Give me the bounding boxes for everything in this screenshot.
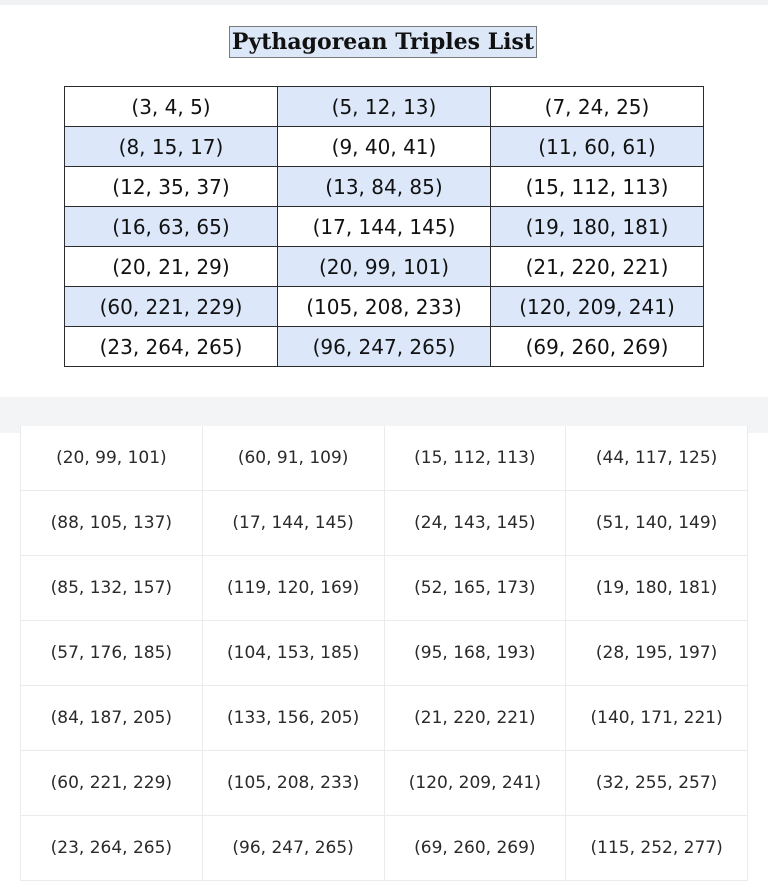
table-cell: (9, 40, 41) xyxy=(278,127,491,167)
table-cell: (119, 120, 169) xyxy=(202,556,384,621)
table-cell: (23, 264, 265) xyxy=(21,816,203,881)
table-cell: (20, 99, 101) xyxy=(21,426,203,491)
table-cell: (95, 168, 193) xyxy=(384,621,566,686)
table-cell: (69, 260, 269) xyxy=(384,816,566,881)
table-cell: (60, 221, 229) xyxy=(21,751,203,816)
top-divider xyxy=(0,0,768,5)
page-title: Pythagorean Triples List xyxy=(229,26,537,58)
table-cell: (17, 144, 145) xyxy=(202,491,384,556)
table-cell: (105, 208, 233) xyxy=(202,751,384,816)
table-cell: (12, 35, 37) xyxy=(65,167,278,207)
table-cell: (21, 220, 221) xyxy=(384,686,566,751)
table-cell: (11, 60, 61) xyxy=(491,127,704,167)
table-cell: (23, 264, 265) xyxy=(65,327,278,367)
table-row xyxy=(65,87,704,127)
table-cell: (7, 24, 25) xyxy=(491,87,704,127)
table-cell: (20, 99, 101) xyxy=(278,247,491,287)
triples-table-primary xyxy=(64,86,704,367)
table-row xyxy=(21,621,748,686)
table-cell: (17, 144, 145) xyxy=(278,207,491,247)
table-cell: (44, 117, 125) xyxy=(566,426,748,491)
table-row xyxy=(65,327,704,367)
table-cell: (140, 171, 221) xyxy=(566,686,748,751)
table-cell: (28, 195, 197) xyxy=(566,621,748,686)
table-cell: (24, 143, 145) xyxy=(384,491,566,556)
table-cell: (15, 112, 113) xyxy=(384,426,566,491)
table-cell: (32, 255, 257) xyxy=(566,751,748,816)
table-cell: (84, 187, 205) xyxy=(21,686,203,751)
table-cell: (69, 260, 269) xyxy=(491,327,704,367)
table-cell: (60, 221, 229) xyxy=(65,287,278,327)
table-cell: (57, 176, 185) xyxy=(21,621,203,686)
table-cell: (20, 21, 29) xyxy=(65,247,278,287)
table-cell: (120, 209, 241) xyxy=(384,751,566,816)
table-row xyxy=(21,556,748,621)
table-cell: (21, 220, 221) xyxy=(491,247,704,287)
table-cell: (19, 180, 181) xyxy=(491,207,704,247)
table-cell: (133, 156, 205) xyxy=(202,686,384,751)
table-cell: (52, 165, 173) xyxy=(384,556,566,621)
table-cell: (104, 153, 185) xyxy=(202,621,384,686)
table-row xyxy=(21,426,748,491)
table-cell: (96, 247, 265) xyxy=(278,327,491,367)
triples-table-secondary xyxy=(20,426,748,881)
table-row xyxy=(65,247,704,287)
table-cell: (105, 208, 233) xyxy=(278,287,491,327)
table-cell: (115, 252, 277) xyxy=(566,816,748,881)
table-cell: (13, 84, 85) xyxy=(278,167,491,207)
table-row xyxy=(65,167,704,207)
table-cell: (19, 180, 181) xyxy=(566,556,748,621)
table-cell: (5, 12, 13) xyxy=(278,87,491,127)
table-cell: (16, 63, 65) xyxy=(65,207,278,247)
table-cell: (8, 15, 17) xyxy=(65,127,278,167)
table-cell: (60, 91, 109) xyxy=(202,426,384,491)
table-cell: (120, 209, 241) xyxy=(491,287,704,327)
table-row xyxy=(65,287,704,327)
table-cell: (88, 105, 137) xyxy=(21,491,203,556)
table-row xyxy=(65,127,704,167)
table-cell: (3, 4, 5) xyxy=(65,87,278,127)
table-cell: (96, 247, 265) xyxy=(202,816,384,881)
table-row xyxy=(21,816,748,881)
table-cell: (51, 140, 149) xyxy=(566,491,748,556)
table-cell: (15, 112, 113) xyxy=(491,167,704,207)
table-row xyxy=(21,686,748,751)
table-row xyxy=(21,491,748,556)
table-cell: (85, 132, 157) xyxy=(21,556,203,621)
table-row xyxy=(65,207,704,247)
table-row xyxy=(21,751,748,816)
